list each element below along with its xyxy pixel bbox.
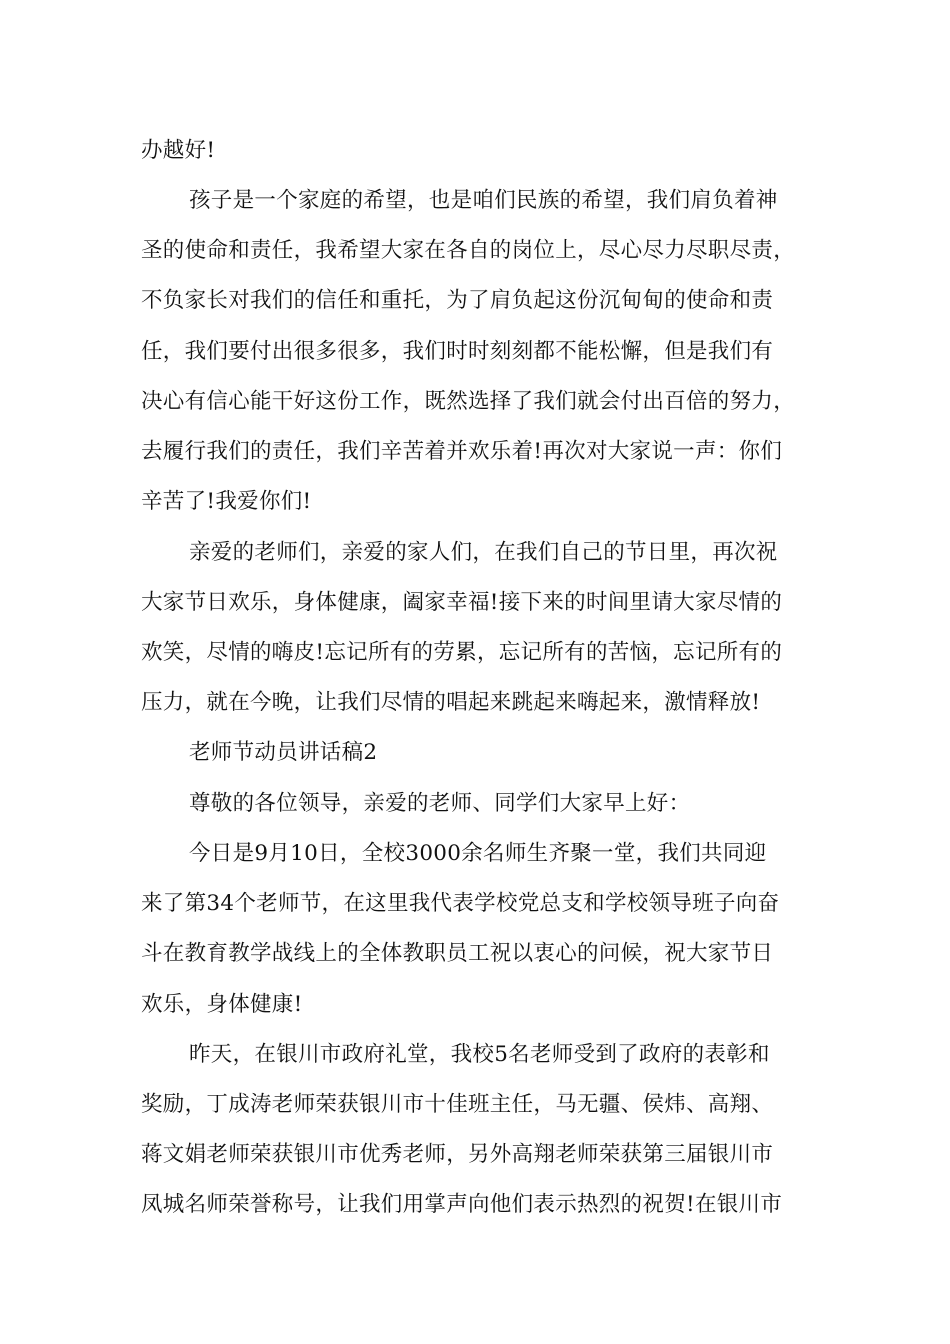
section-heading: 老师节动员讲话稿2 <box>189 740 378 765</box>
text-line: 大家节日欢乐，身体健康，阖家幸福!接下来的时间里请大家尽情的 <box>141 590 783 615</box>
text-line: 圣的使命和责任，我希望大家在各自的岗位上，尽心尽力尽职尽责， <box>141 238 796 263</box>
text-line: 辛苦了!我爱你们! <box>141 489 312 514</box>
salutation-line: 尊敬的各位领导，亲爱的老师、同学们大家早上好： <box>189 791 691 816</box>
paragraph-start-line: 今日是9月10日，全校3000余名师生齐聚一堂，我们共同迎 <box>189 841 767 866</box>
text-line: 办越好! <box>141 138 216 163</box>
text-line: 奖励，丁成涛老师荣获银川市十佳班主任，马无疆、侯炜、高翔、 <box>141 1092 774 1117</box>
text-line: 压力，就在今晚，让我们尽情的唱起来跳起来嗨起来，激情释放! <box>141 690 761 715</box>
text-line: 欢乐，身体健康! <box>141 992 303 1017</box>
paragraph-start-line: 孩子是一个家庭的希望，也是咱们民族的希望，我们肩负着神 <box>189 188 778 213</box>
text-line: 斗在教育教学战线上的全体教职员工祝以衷心的问候，祝大家节日 <box>141 941 774 966</box>
paragraph-start-line: 昨天，在银川市政府礼堂，我校5名老师受到了政府的表彰和 <box>189 1042 770 1067</box>
text-line: 凤城名师荣誉称号，让我们用掌声向他们表示热烈的祝贺!在银川市 <box>141 1192 783 1217</box>
paragraph-start-line: 亲爱的老师们，亲爱的家人们，在我们自己的节日里，再次祝 <box>189 540 778 565</box>
text-line: 蒋文娟老师荣获银川市优秀老师，另外高翔老师荣获第三届银川市 <box>141 1142 774 1167</box>
text-line: 去履行我们的责任，我们辛苦着并欢乐着!再次对大家说一声：你们 <box>141 439 783 464</box>
text-line: 欢笑，尽情的嗨皮!忘记所有的劳累，忘记所有的苦恼，忘记所有的 <box>141 640 783 665</box>
text-line: 任，我们要付出很多很多，我们时时刻刻都不能松懈，但是我们有 <box>141 339 774 364</box>
text-line: 决心有信心能干好这份工作，既然选择了我们就会付出百倍的努力， <box>141 389 796 414</box>
text-line: 来了第34个老师节，在这里我代表学校党总支和学校领导班子向奋 <box>141 891 780 916</box>
text-line: 不负家长对我们的信任和重托，为了肩负起这份沉甸甸的使命和责 <box>141 288 774 313</box>
